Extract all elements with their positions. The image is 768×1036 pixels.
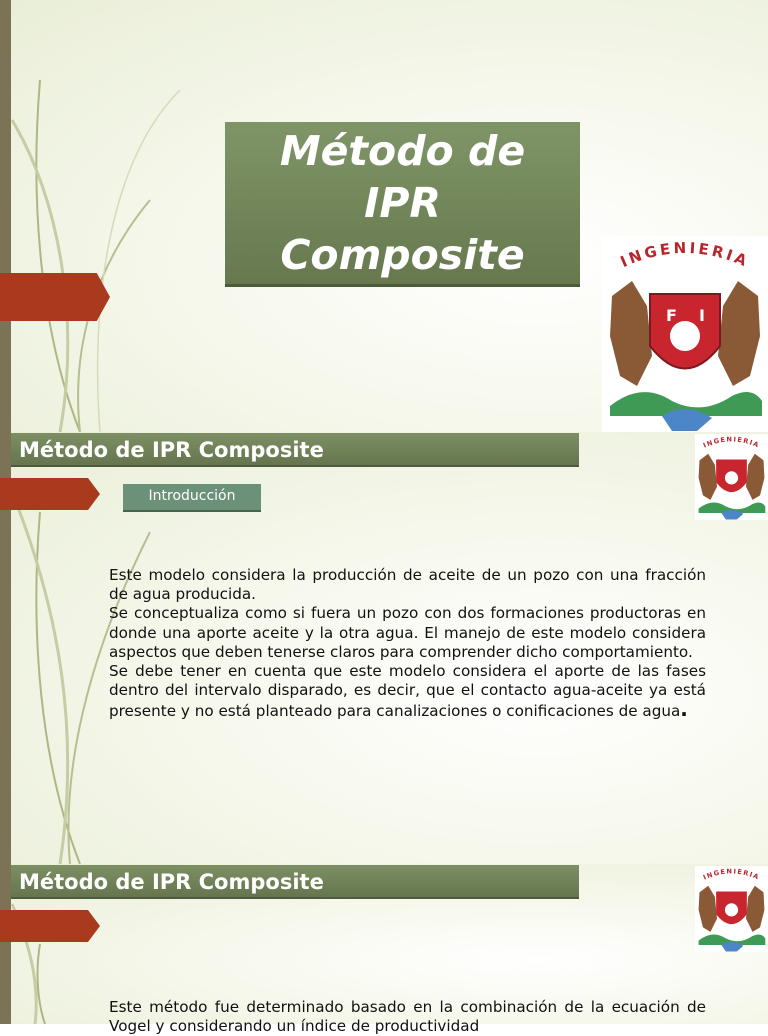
red-arrow-tab — [0, 478, 100, 510]
red-arrow-tab — [0, 910, 100, 942]
paragraph — [109, 662, 706, 722]
method-slide — [0, 864, 768, 1036]
final-period: . — [680, 697, 688, 722]
fi-unam-crest-logo — [602, 236, 768, 432]
paragraph-text: Se debe tener en cuenta que este modelo considera el aporte de las fases dentro del intervalo disparado, es decir, que el contacto agua-aceite ya está presente y no está planteado para canalizaciones o conificaciones de agua — [109, 662, 706, 721]
paragraph: Este modelo considera la producción de aceite de un pozo con una fracción de agua producida. — [109, 566, 706, 604]
swoosh-decoration — [0, 0, 200, 432]
method-body-text — [109, 998, 706, 1036]
svg-text:I: I — [699, 306, 705, 325]
svg-text:INGENIERIA: INGENIERIA — [617, 238, 753, 272]
title-slide — [0, 0, 768, 432]
section-subtitle: Introducción — [123, 484, 261, 512]
fi-unam-crest-logo — [695, 866, 768, 952]
svg-text:F: F — [666, 306, 677, 325]
slide-header: Método de IPR Composite — [11, 865, 579, 899]
fi-unam-crest-logo — [695, 434, 768, 520]
svg-text:INGENIERIA: INGENIERIA — [702, 867, 761, 882]
red-arrow-tab — [0, 273, 110, 321]
slide-title: Método de IPR Composite — [225, 122, 580, 287]
slide-header: Método de IPR Composite — [11, 433, 579, 467]
paragraph: Este método fue determinado basado en la combinación de la ecuación de Vogel y considerando un índice de productividad — [109, 998, 706, 1036]
intro-body-text — [109, 566, 706, 722]
intro-slide — [0, 432, 768, 864]
svg-text:INGENIERIA: INGENIERIA — [702, 435, 761, 450]
paragraph: Se conceptualiza como si fuera un pozo con dos formaciones productoras en donde una aporte aceite y la otra agua. El manejo de este modelo considera aspectos que deben tenerse claros para comprender dicho comportamiento. — [109, 604, 706, 661]
